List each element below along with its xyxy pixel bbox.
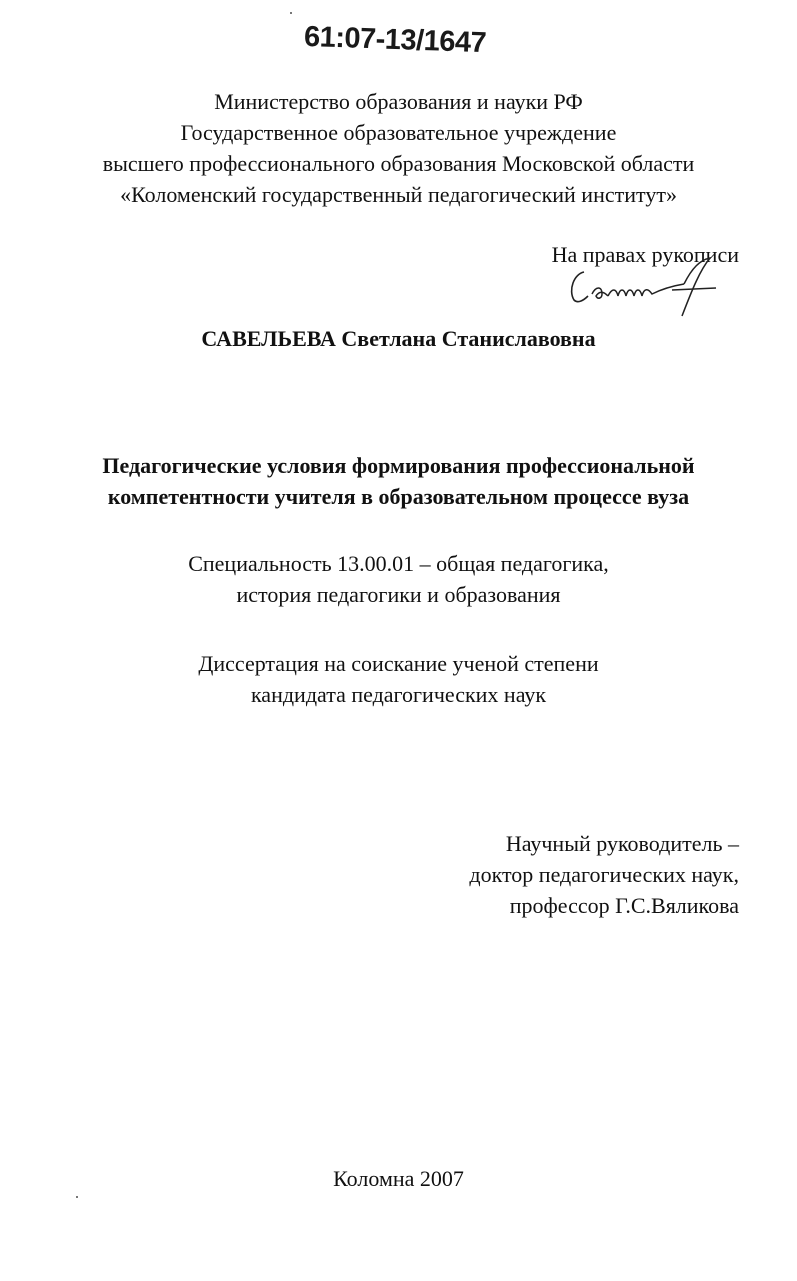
- title-line: компетентности учителя в образовательном процессе вуза: [107, 484, 690, 509]
- ministry-line: высшего профессионального образования Московской области: [102, 151, 695, 176]
- city-year: Коломна 2007: [333, 1166, 464, 1191]
- supervisor-line: профессор Г.С.Вяликова: [509, 893, 739, 918]
- scan-speck: [290, 12, 292, 14]
- specialty-info: [0, 548, 797, 610]
- dissertation-title: [0, 450, 797, 512]
- degree-line: кандидата педагогических наук: [250, 682, 547, 707]
- archive-stamp-code: 61:07-13/1647: [303, 20, 487, 60]
- supervisor-info: [469, 828, 739, 921]
- author-surname: САВЕЛЬЕВА: [201, 326, 336, 351]
- ministry-line: Государственное образовательное учреждение: [180, 120, 617, 145]
- author-given-names: Светлана Станиславовна: [341, 326, 596, 351]
- handwritten-signature: [560, 250, 730, 320]
- specialty-line: история педагогики и образования: [236, 582, 561, 607]
- supervisor-line: доктор педагогических наук,: [469, 862, 739, 887]
- title-line: Педагогические условия формирования профессиональной: [102, 453, 695, 478]
- author-name: [0, 323, 797, 354]
- ministry-header: [0, 86, 797, 210]
- manuscript-rights-label: На правах рукописи: [551, 242, 739, 267]
- specialty-line: Специальность 13.00.01 – общая педагогика,: [188, 551, 609, 576]
- supervisor-line: Научный руководитель –: [505, 831, 739, 856]
- ministry-line: «Коломенский государственный педагогический институт»: [120, 182, 677, 207]
- degree-line: Диссертация на соискание ученой степени: [198, 651, 599, 676]
- ministry-line: Министерство образования и науки РФ: [214, 89, 583, 114]
- degree-info: [0, 648, 797, 710]
- scan-speck: [76, 1196, 78, 1198]
